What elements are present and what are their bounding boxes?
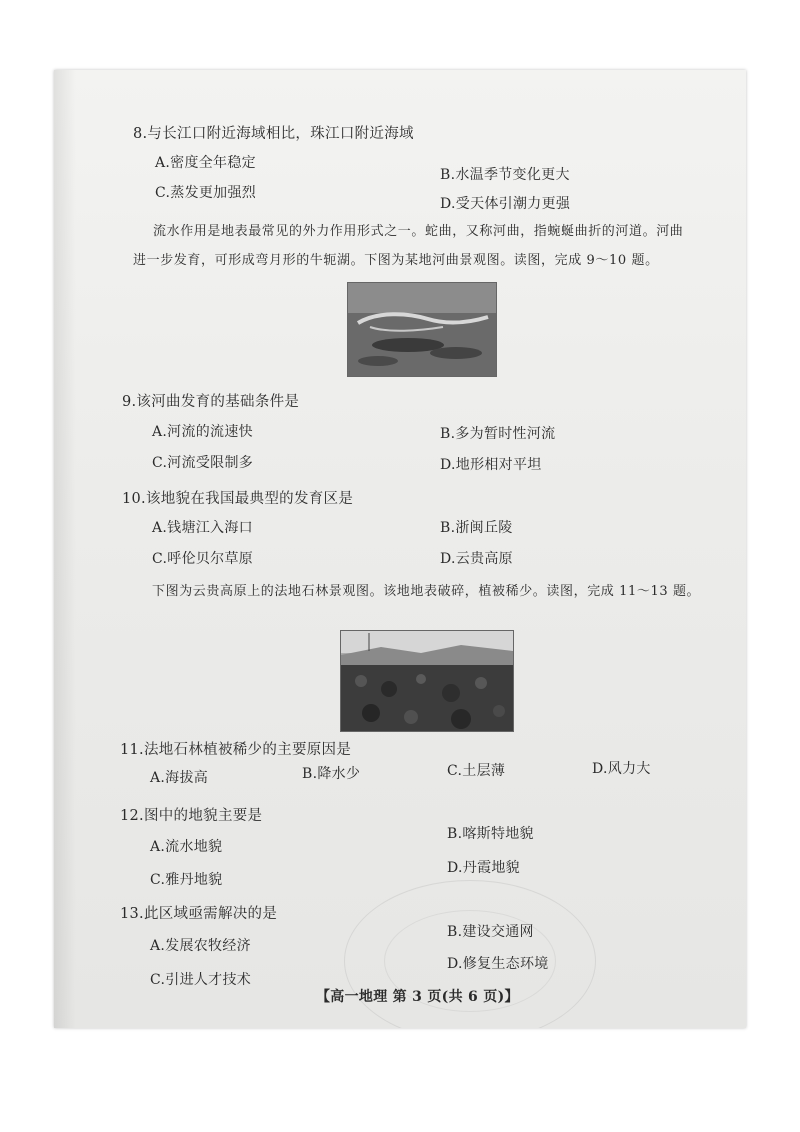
stone-forest-illustration bbox=[341, 631, 513, 731]
q8-option-d: D.受天体引潮力更强 bbox=[440, 196, 571, 212]
q10-option-c: C.呼伦贝尔草原 bbox=[152, 551, 254, 567]
q9-option-b: B.多为暂时性河流 bbox=[440, 426, 556, 442]
q8-stem: 8.与长江口附近海域相比，珠江口附近海域 bbox=[133, 126, 414, 142]
q11-option-d: D.风力大 bbox=[592, 761, 651, 777]
q13-option-b: B.建设交通网 bbox=[447, 924, 534, 940]
q8-option-b: B.水温季节变化更大 bbox=[440, 167, 570, 183]
q11-option-c: C.土层薄 bbox=[447, 763, 506, 779]
q12-option-d: D.丹霞地貌 bbox=[447, 860, 520, 876]
page-footer: 【高一地理 第 3 页(共 6 页)】 bbox=[316, 989, 519, 1005]
q10-option-d: D.云贵高原 bbox=[440, 551, 513, 567]
q9-option-d: D.地形相对平坦 bbox=[440, 457, 542, 473]
q10-option-a: A.钱塘江入海口 bbox=[152, 520, 253, 536]
passage2-line1: 下图为云贵高原上的法地石林景观图。该地地表破碎，植被稀少。读图，完成 11～13 题。 bbox=[152, 584, 701, 599]
q11-stem: 11.法地石林植被稀少的主要原因是 bbox=[120, 742, 352, 758]
q13-option-c: C.引进人才技术 bbox=[150, 972, 252, 988]
q9-option-a: A.河流的流速快 bbox=[152, 424, 253, 440]
stone-forest-photo bbox=[340, 630, 514, 732]
passage1-line2: 进一步发育，可形成弯月形的牛轭湖。下图为某地河曲景观图。读图，完成 9～10 题。 bbox=[133, 253, 659, 268]
q9-option-c: C.河流受限制多 bbox=[152, 455, 254, 471]
q12-option-c: C.雅丹地貌 bbox=[150, 872, 223, 888]
passage1-line1: 流水作用是地表最常见的外力作用形式之一。蛇曲，又称河曲，指蜿蜒曲折的河道。河曲 bbox=[153, 224, 684, 239]
q12-stem: 12.图中的地貌主要是 bbox=[120, 808, 263, 824]
q13-option-a: A.发展农牧经济 bbox=[150, 938, 251, 954]
meander-illustration bbox=[348, 283, 496, 376]
q13-stem: 13.此区域亟需解决的是 bbox=[120, 906, 278, 922]
q10-option-b: B.浙闽丘陵 bbox=[440, 520, 513, 536]
q13-option-d: D.修复生态环境 bbox=[447, 956, 549, 972]
q12-option-a: A.流水地貌 bbox=[150, 839, 223, 855]
q12-option-b: B.喀斯特地貌 bbox=[447, 826, 534, 842]
q9-stem: 9.该河曲发育的基础条件是 bbox=[122, 394, 300, 410]
q11-option-a: A.海拔高 bbox=[150, 770, 209, 786]
q8-option-c: C.蒸发更加强烈 bbox=[155, 185, 257, 201]
meander-landscape-photo bbox=[347, 282, 497, 377]
q8-option-a: A.密度全年稳定 bbox=[155, 155, 256, 171]
q10-stem: 10.该地貌在我国最典型的发育区是 bbox=[122, 491, 354, 507]
q11-option-b: B.降水少 bbox=[302, 766, 361, 782]
